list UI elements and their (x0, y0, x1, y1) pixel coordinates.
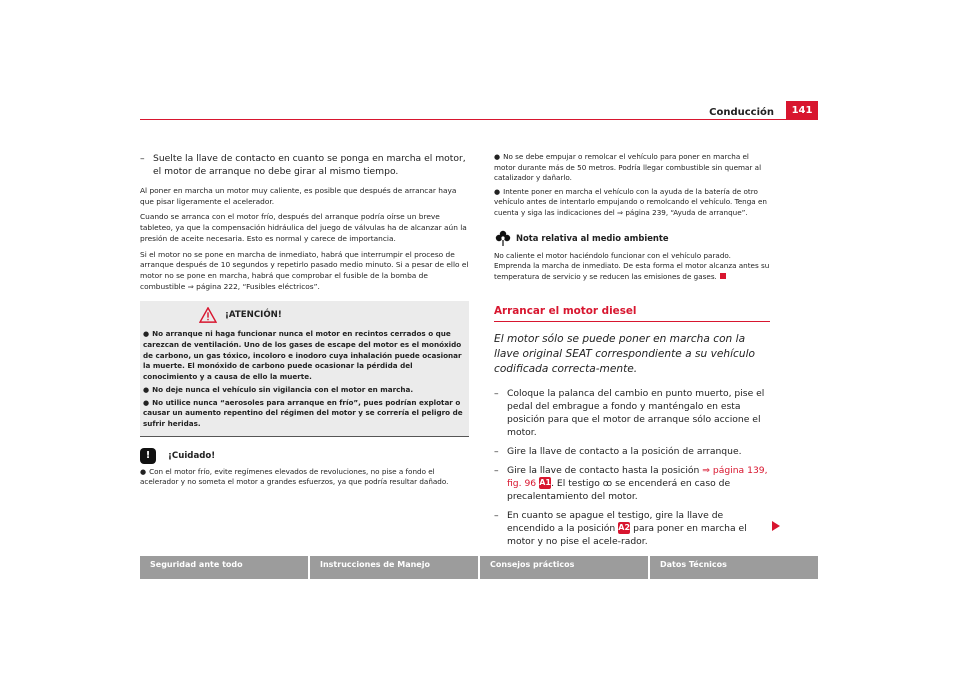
caution-title: ¡Cuidado! (168, 450, 216, 461)
footer-tab-instrucciones[interactable]: Instrucciones de Manejo (310, 556, 478, 579)
environment-note-title: Nota relativa al medio ambiente (516, 232, 669, 243)
paragraph: Cuando se arranca con el motor frío, después del arranque podría oírse un breve tableteo, ya que la compensación hidráulica del juego de válvulas ha de alcanzar aún la presión de aceite necesaria. Esto es normal y carece de importancia. (140, 212, 467, 243)
dash-marker: – (494, 388, 499, 400)
step-start-position (494, 445, 770, 458)
bullet-icon: ● (494, 187, 501, 196)
end-marker-icon (720, 273, 726, 279)
warning-item-text: No arranque ni haga funcionar nunca el motor en recintos cerrados o que carezcan de ventilación. Uno de los gases de escape del motor es el monóxido de carbono, un gas tóxico, incoloro e inodoro cuya inhalación puede ocasionar la muerte. El monóxido de carbono puede ocasionar la pérdida del conocimiento y a causa de ello la muerte. (143, 329, 462, 382)
caution-text (140, 467, 469, 488)
bullet-icon: ● (143, 330, 150, 339)
bullet-icon: ● (143, 385, 150, 394)
step-text: para poner en marcha el motor y no pise el acele-rador. (507, 523, 747, 548)
step-preheat (494, 464, 770, 503)
step-text: se encenderá en caso de precalentamiento del motor. (507, 478, 731, 503)
warning-item (143, 398, 466, 430)
footer-tab-consejos[interactable]: Consejos prácticos (480, 556, 648, 579)
footer-tab-seguridad[interactable]: Seguridad ante todo (140, 556, 308, 579)
bullet-paragraph (494, 152, 770, 184)
page-number: 141 (786, 101, 818, 120)
warning-box (140, 301, 469, 436)
position-badge-a1: A1 (539, 478, 551, 488)
footer-nav (140, 556, 818, 579)
bullet-icon: ● (143, 398, 150, 407)
paragraph: Al poner en marcha un motor muy caliente, es posible que después de arrancar haya que pisar ligeramente el acelerador. (140, 186, 457, 206)
page-reference-link[interactable]: ⇒ página 139, fig. 96 (507, 465, 768, 490)
step-text: En cuanto se apague el testigo, gire la llave de encendido a la posición (507, 510, 724, 535)
step-text: Coloque la palanca del cambio en punto muerto, pise el pedal del embrague a fondo y manténgalo en esta posición para que el motor de arranque sólo accione el motor. (507, 388, 765, 439)
warning-item (143, 329, 466, 383)
right-column (494, 152, 770, 554)
caution-exclamation-icon: ! (140, 448, 156, 464)
bullet-icon: ● (494, 153, 501, 161)
environment-note-header (494, 229, 770, 247)
step-text: Gire la llave de contacto a la posición de arranque. (507, 446, 742, 458)
environment-note-text (494, 251, 770, 283)
page-header-title: Conducción (709, 107, 774, 118)
next-page-arrow-icon[interactable] (772, 521, 780, 531)
warning-header (199, 307, 466, 323)
bullet-paragraph (494, 187, 770, 219)
dash-marker: – (494, 510, 499, 522)
step-gear-neutral (494, 387, 770, 439)
paragraph: Si el motor no se pone en marcha de inmediato, habrá que interrumpir el proceso de arranque después de 10 segundos y repetirlo pasado medio minuto. Si a pesar de ello el motor no se pone en marcha, habrá que comprobar el fusible de la bomba de combustible ⇒ página 222, “Fusibles eléctricos”. (140, 249, 469, 291)
step-text: Gire la llave de contacto hasta la posición (507, 465, 700, 477)
section-intro: El motor sólo se puede poner en marcha con la llave original SEAT correspondiente a su vehículo codificada correcta-mente. (494, 333, 756, 376)
environment-flower-icon (494, 229, 512, 247)
caution-body: Con el motor frío, evite regímenes elevados de revoluciones, no pise a fondo el acelerador y no someta el motor a grandes esfuerzos, ya que podría resultar dañado. (140, 466, 449, 487)
environment-note-body: No caliente el motor haciéndolo funcionar con el vehículo parado. Emprenda la marcha de inmediato. De esta forma el motor alcanza antes su temperatura de servicio y se reducen las emisiones de gases. (494, 250, 770, 281)
step-text: . El testigo (551, 478, 600, 490)
dash-marker: – (494, 446, 499, 458)
dash-marker: – (494, 465, 499, 477)
bullet-text: No se debe empujar o remolcar el vehículo para poner en marcha el motor durante más de 50 metros. Podría llegar combustible sin quemar al catalizador y dañarlo. (494, 152, 762, 183)
header-divider (140, 119, 818, 120)
section-title: Arrancar el motor diesel (494, 305, 770, 322)
warning-triangle-icon (199, 307, 217, 323)
bullet-text: Intente poner en marcha el vehículo con la ayuda de la batería de otro vehículo antes de intentarlo empujando o remolcando el vehículo. Tenga en cuenta y siga las indicaciones del ⇒ página 239, “Ayuda de arranque”. (494, 186, 767, 217)
step-release-key (140, 152, 469, 178)
preheat-indicator-icon: ꝏ (602, 478, 613, 490)
warning-item-text: No utilice nunca “aerosoles para arranque en frío”, pues podrían explotar o causar un aumento repentino del régimen del motor y se correría el peligro de sufrir heridas. (143, 397, 463, 428)
position-badge-a2: A2 (618, 523, 631, 533)
caution-header (140, 448, 469, 464)
warning-item-text: No deje nunca el vehículo sin vigilancia con el motor en marcha. (152, 384, 414, 394)
warning-item (143, 385, 466, 396)
step-text: Suelte la llave de contacto en cuanto se ponga en marcha el motor, el motor de arranque no debe girar al mismo tiempo. (153, 153, 466, 177)
step-start-engine (494, 509, 770, 548)
footer-tab-datos[interactable]: Datos Técnicos (650, 556, 818, 579)
left-column (140, 152, 469, 488)
bullet-icon: ● (140, 467, 147, 476)
dash-marker: – (140, 153, 145, 164)
warning-title: ¡ATENCIÓN! (225, 310, 282, 321)
